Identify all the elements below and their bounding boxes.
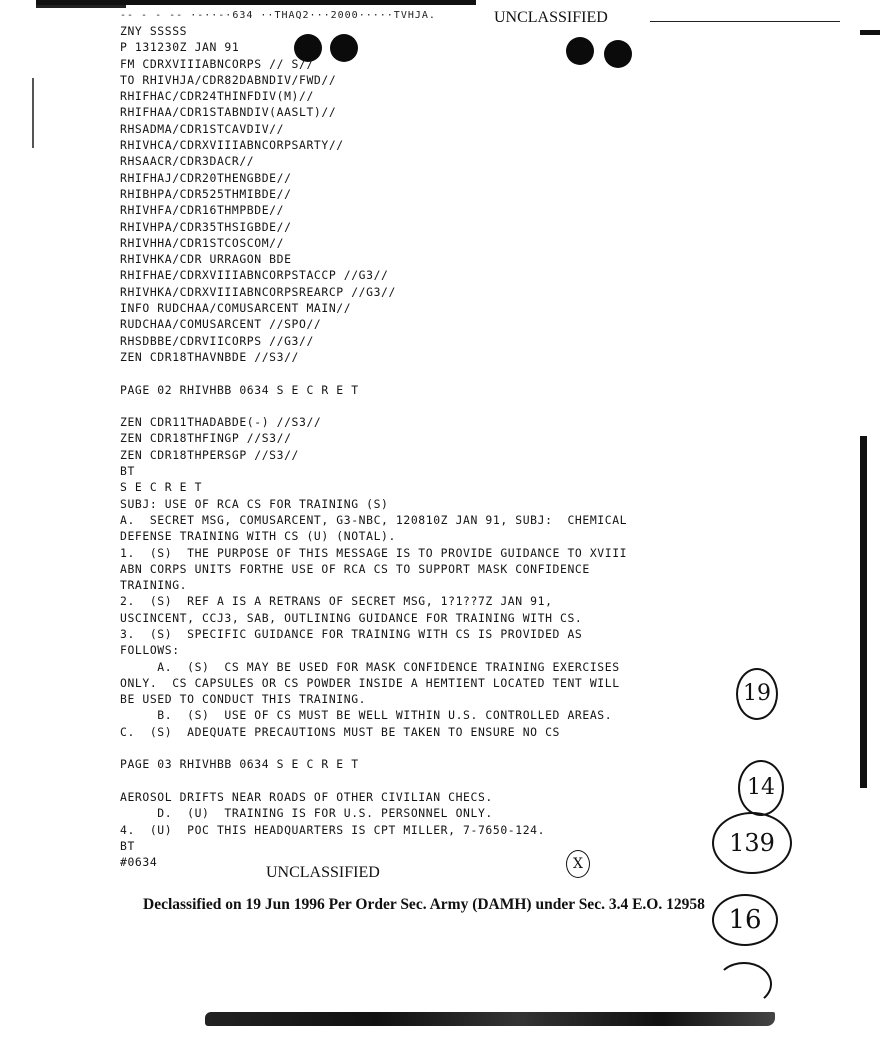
message-line: RHIVHCA/CDRXVIIIABNCORPSARTY// [120, 138, 344, 153]
message-line: AEROSOL DRIFTS NEAR ROADS OF OTHER CIVILIAN CHECS. [120, 789, 493, 804]
message-line: RHIVHKA/CDRXVIIIABNCORPSREARCP //G3// [120, 284, 396, 299]
message-line: ZEN CDR18THPERSGP //S3// [120, 447, 299, 462]
message-line: FM CDRXVIIIABNCORPS // S// [120, 56, 314, 71]
handwritten-circle-16: 16 [712, 894, 778, 946]
message-line: RHIFHAA/CDR1STABNDIV(AASLT)// [120, 105, 337, 120]
margin-bar-right [860, 436, 867, 788]
message-line: TO RHIVHJA/CDR82DABNDIV/FWD// [120, 72, 337, 87]
message-line: ZEN CDR11THADABDE(-) //S3// [120, 415, 322, 430]
message-line: 2. (S) REF A IS A RETRANS OF SECRET MSG, 1?1??7Z JAN 91, [120, 594, 553, 609]
message-line: ONLY. CS CAPSULES OR CS POWDER INSIDE A HEMTIENT LOCATED TENT WILL [120, 675, 620, 690]
handwritten-circle-19: 19 [736, 668, 778, 720]
message-line: BE USED TO CONDUCT THIS TRAINING. [120, 692, 367, 707]
message-line: RHIVHFA/CDR16THMPBDE// [120, 203, 285, 218]
message-line: RHIFHAJ/CDR20THENGBDE// [120, 170, 292, 185]
message-line: RHIVHHA/CDR1STCOSCOM// [120, 235, 285, 250]
message-body [120, 23, 627, 870]
message-line: RHIVHKA/CDR URRAGON BDE [120, 252, 292, 267]
handwritten-circle-14: 14 [738, 760, 784, 816]
message-line: S E C R E T [120, 480, 203, 495]
message-line: D. (U) TRAINING IS FOR U.S. PERSONNEL ONLY. [120, 806, 493, 821]
declassification-stamp: Declassified on 19 Jun 1996 Per Order Sec. Army (DAMH) under Sec. 3.4 E.O. 12958 [143, 896, 705, 913]
message-line: 3. (S) SPECIFIC GUIDANCE FOR TRAINING WITH CS IS PROVIDED AS [120, 626, 583, 641]
message-line: RHSADMA/CDR1STCAVDIV// [120, 121, 285, 136]
message-line: ZEN CDR18THFINGP //S3// [120, 431, 292, 446]
handwritten-circle-139: 139 [712, 812, 792, 874]
message-line: DEFENSE TRAINING WITH CS (U) (NOTAL). [120, 529, 396, 544]
message-line: ZNY SSSSS [120, 24, 188, 38]
message-line: TRAINING. [120, 578, 188, 593]
message-line: ZEN CDR18THAVNBDE //S3// [120, 349, 299, 364]
message-line: ABN CORPS UNITS FORTHE USE OF RCA CS TO SUPPORT MASK CONFIDENCE [120, 561, 590, 576]
message-line: #0634 [120, 855, 158, 870]
message-line: 4. (U) POC THIS HEADQUARTERS IS CPT MILLER, 7-7650-124. [120, 822, 546, 837]
message-line: SUBJ: USE OF RCA CS FOR TRAINING (S) [120, 496, 389, 511]
handwritten-partial-circle [716, 962, 772, 1006]
message-line [120, 398, 627, 414]
classification-top: UNCLASSIFIED [494, 9, 608, 26]
message-line: B. (S) USE OF CS MUST BE WELL WITHIN U.S. CONTROLLED AREAS. [120, 708, 613, 723]
message-line: RHIFHAE/CDRXVIIIABNCORPSTACCP //G3// [120, 268, 389, 283]
message-line: C. (S) ADEQUATE PRECAUTIONS MUST BE TAKEN TO ENSURE NO CS [120, 724, 561, 739]
message-line: 1. (S) THE PURPOSE OF THIS MESSAGE IS TO PROVIDE GUIDANCE TO XVIII [120, 545, 628, 560]
message-line: PAGE 02 RHIVHBB 0634 S E C R E T [120, 382, 359, 397]
message-line: BT [120, 838, 135, 853]
message-line [120, 773, 627, 789]
message-line: FOLLOWS: [120, 643, 180, 658]
message-line: RHIVHPA/CDR35THSIGBDE// [120, 219, 292, 234]
handwritten-circle-x: X [566, 850, 590, 878]
header-routing-garble: -- - - -- ·-··-·634 ··THAQ2···2000·····TVHJA. [120, 10, 436, 21]
message-line [120, 365, 627, 381]
header-rule [650, 21, 840, 22]
scan-bottom-smear [205, 1012, 775, 1026]
message-line: PAGE 03 RHIVHBB 0634 S E C R E T [120, 757, 359, 772]
scan-edge-bar-2 [36, 5, 126, 8]
message-line: RHSDBBE/CDRVIICORPS //G3// [120, 333, 314, 348]
message-line: INFO RUDCHAA/COMUSARCENT MAIN// [120, 301, 352, 316]
message-line: A. (S) CS MAY BE USED FOR MASK CONFIDENCE TRAINING EXERCISES [120, 659, 620, 674]
message-line: RUDCHAA/COMUSARCENT //SPO// [120, 317, 322, 332]
message-line: RHSAACR/CDR3DACR// [120, 154, 255, 169]
message-line: RHIBHPA/CDR525THMIBDE// [120, 186, 292, 201]
classification-bottom: UNCLASSIFIED [266, 864, 380, 881]
margin-mark [860, 30, 880, 35]
message-line [120, 740, 627, 756]
message-line: BT [120, 464, 135, 479]
message-line: RHIFHAC/CDR24THINFDIV(M)// [120, 89, 314, 104]
message-line: P 131230Z JAN 91 [120, 40, 240, 55]
message-line: A. SECRET MSG, COMUSARCENT, G3-NBC, 120810Z JAN 91, SUBJ: CHEMICAL [120, 512, 628, 527]
margin-mark-left [32, 78, 34, 148]
message-line: USCINCENT, CCJ3, SAB, OUTLINING GUIDANCE FOR TRAINING WITH CS. [120, 610, 583, 625]
